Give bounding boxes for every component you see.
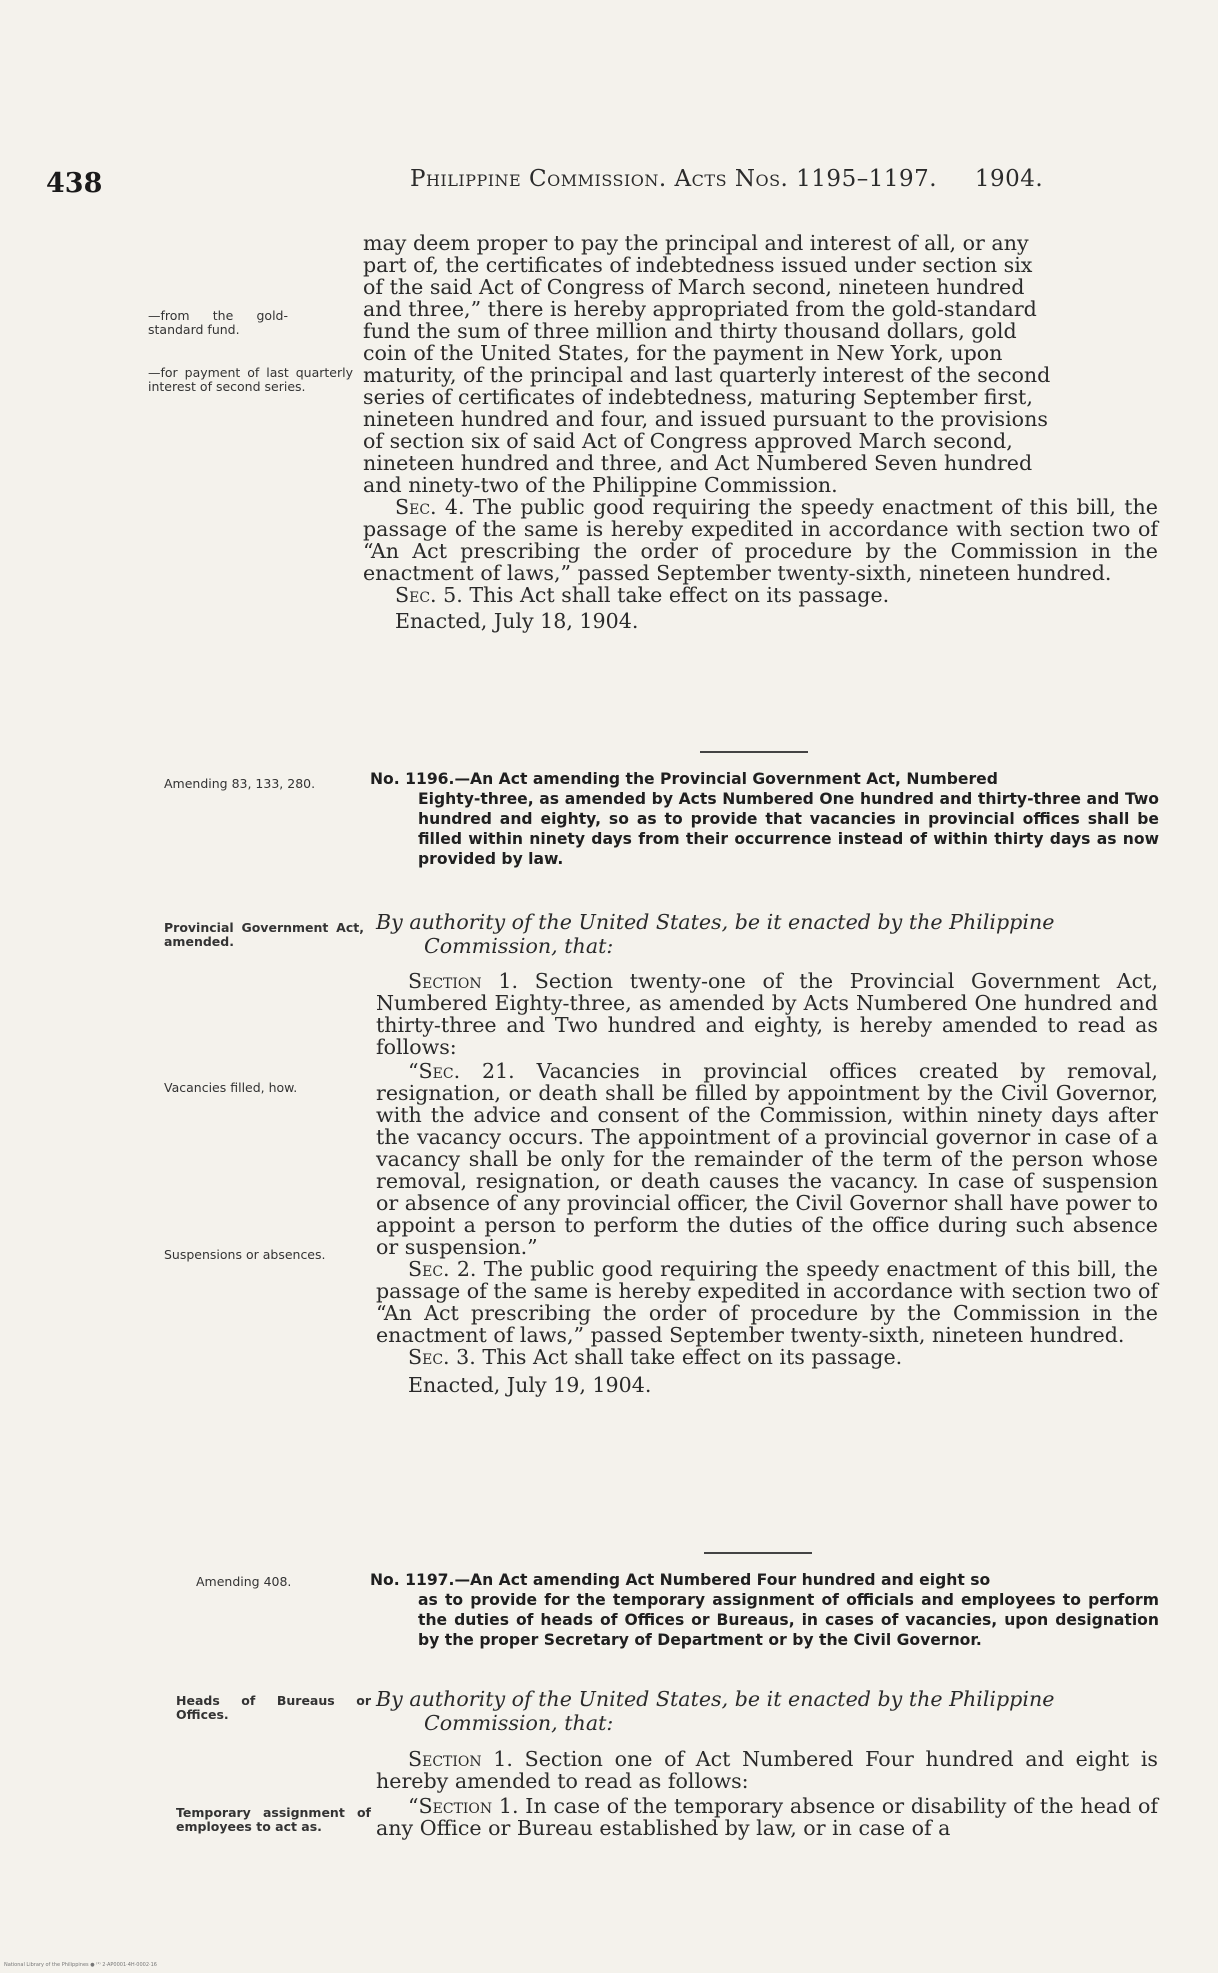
- enacting-line-1: By authority of the United States, be it enacted by the Philippine: [376, 910, 1055, 934]
- side-note: Heads of Bureaus or Offices.: [176, 1693, 371, 1722]
- section-label: “Section 1.: [408, 1794, 519, 1818]
- section-1: [376, 1748, 1158, 1792]
- act-1195-line: of section six of said Act of Congress approved March second,: [363, 429, 1013, 453]
- enacting-line-2: Commission, that:: [424, 934, 614, 958]
- section-text: The public good requiring the speedy enactment of this bill, the passage of the same is hereby expedited in accordance with section two of “An Act prescribing the order of procedure by the Commission in the enactment of laws,” passed September twenty-sixth, nineteen hundred.: [376, 1257, 1158, 1347]
- act-1196-body: [376, 970, 1158, 1396]
- running-head: [410, 166, 1043, 192]
- section-text: This Act shall take effect on its passage.: [475, 1345, 903, 1369]
- enacted-date: Enacted, July 19, 1904.: [408, 1373, 652, 1397]
- act-number: No. 1197.: [370, 1571, 455, 1589]
- act-title-first-line: [370, 1570, 1159, 1590]
- enacting-clause: [376, 1687, 1158, 1735]
- section-3: [376, 1346, 1158, 1368]
- section-label: Section 1.: [408, 1747, 513, 1771]
- section-divider: [704, 1552, 812, 1554]
- act-1195-line: series of certificates of indebtedness, maturing September first,: [363, 385, 1033, 409]
- section-label: “Sec. 21.: [408, 1059, 515, 1083]
- scan-credit: National Library of the Philippines ● ⁽¹⁾ 2·AP0001·4H·0002·16: [4, 1962, 157, 1968]
- side-note: Amending 83, 133, 280.: [164, 776, 316, 791]
- section-text: Section twenty-one of the Provincial Government Act, Numbered Eighty-three, as amended by Acts Numbered One hundred and thirty-three and Two hundred and eighty, is hereby amended to read as follows:: [376, 969, 1158, 1059]
- act-1195-line: and three,” there is hereby appropriated from the gold-standard: [363, 297, 1037, 321]
- enacted-date: Enacted, July 18, 1904.: [395, 609, 639, 633]
- section-2: [376, 1258, 1158, 1346]
- section-5: [363, 584, 1158, 606]
- side-note: Temporary assignment of employees to act as.: [176, 1805, 371, 1834]
- enacting-clause: [376, 910, 1158, 958]
- act-1195-line: nineteen hundred and four, and issued pursuant to the provisions: [363, 407, 1048, 431]
- section-1: [376, 970, 1158, 1058]
- act-1195-line: maturity, of the principal and last quarterly interest of the second: [363, 363, 1051, 387]
- side-note: Vacancies filled, how.: [164, 1080, 298, 1095]
- section-label: Sec. 3.: [408, 1345, 476, 1369]
- section-1-quoted: [376, 1795, 1158, 1839]
- section-divider: [700, 751, 808, 753]
- section-text: This Act shall take effect on its passage.: [462, 583, 890, 607]
- act-1196-title: [370, 769, 1159, 869]
- section-label: Section 1.: [408, 969, 518, 993]
- side-note: Provincial Government Act, amended.: [164, 920, 364, 949]
- section-text: Vacancies in provincial offices created by removal, resignation, or death shall be filled by appointment by the Civil Governor, with the advice and consent of the Commission, within ninety days after the vacancy occurs. The appointment of a provincial governor in case of a vacancy shall be only for the remainder of the term of the person whose removal, resignation,: [376, 1059, 1158, 1193]
- act-title-text: —An Act amending the Provincial Government Act, Numbered: [454, 770, 998, 788]
- side-note: —from the gold-standard fund.: [148, 308, 288, 337]
- act-1195-line: and ninety-two of the Philippine Commission.: [363, 473, 838, 497]
- enacting-line-2: Commission, that:: [424, 1711, 614, 1735]
- act-1195-line: coin of the United States, for the payment in New York, upon: [363, 341, 1003, 365]
- side-note: Amending 408.: [196, 1574, 292, 1589]
- page-number: 438: [46, 168, 103, 199]
- running-title: Philippine Commission.: [410, 166, 667, 192]
- section-label: Sec. 2.: [408, 1257, 477, 1281]
- act-1195-line: of the said Act of Congress of March second, nineteen hundred: [363, 275, 1025, 299]
- act-number: No. 1196.: [370, 770, 455, 788]
- acts-range: Acts Nos. 1195–1197.: [674, 166, 938, 192]
- section-text: In case of the temporary absence or disability of the head of any Office or Bureau established by law, or in case of a: [376, 1794, 1158, 1840]
- act-1195-line: fund the sum of three million and thirty thousand dollars, gold: [363, 319, 1017, 343]
- section-4: [363, 496, 1158, 584]
- side-note: —for payment of last quarterly interest of second series.: [148, 365, 353, 394]
- side-note: Suspensions or absences.: [164, 1247, 326, 1262]
- section-21: [376, 1060, 1158, 1258]
- act-title-rest: Eighty-three, as amended by Acts Numbered One hundred and thirty-three and Two hundred and eighty, so as to provide that vacancies in provincial offices shall be filled within ninety days from their occurrence instead of within thirty days as now provided by law.: [418, 790, 1159, 868]
- act-1195-line: may deem proper to pay the principal and interest of all, or any: [363, 231, 1029, 255]
- act-1195-line: part of, the certificates of indebtedness issued under section six: [363, 253, 1033, 277]
- act-1195-line: nineteen hundred and three, and Act Numbered Seven hundred: [363, 451, 1033, 475]
- act-1197-title: [370, 1570, 1159, 1650]
- section-text: or death causes the vacancy. In case of suspension or absence of any provincial officer, the Civil Governor shall have power to appoint a person to perform the duties of the office during such absence or suspension.”: [376, 1169, 1159, 1259]
- section-text: Section one of Act Numbered Four hundred and eight is hereby amended to read as follows:: [376, 1747, 1158, 1793]
- section-label: Sec. 5.: [395, 583, 463, 607]
- act-title-text: —An Act amending Act Numbered Four hundred and eight so: [454, 1571, 991, 1589]
- act-1197-body: [376, 1748, 1158, 1839]
- section-text: The public good requiring the speedy enactment of this bill, the passage of the same is hereby expedited in accordance with section two of “An Act prescribing the order of procedure by the Commission in the enactment of laws,” passed September twenty-sixth, nineteen hundred.: [363, 495, 1158, 585]
- year: 1904.: [974, 166, 1044, 192]
- act-title-rest: as to provide for the temporary assignment of officials and employees to perform the duties of heads of Offices or Bureaus, in cases of vacancies, upon designation by the proper Secretary of Department or by the Civil Governor.: [418, 1591, 1159, 1649]
- act-1195-body: [363, 232, 1158, 632]
- act-title-first-line: [370, 769, 1159, 789]
- enacting-line-1: By authority of the United States, be it enacted by the Philippine: [376, 1687, 1055, 1711]
- section-label: Sec. 4.: [395, 495, 465, 519]
